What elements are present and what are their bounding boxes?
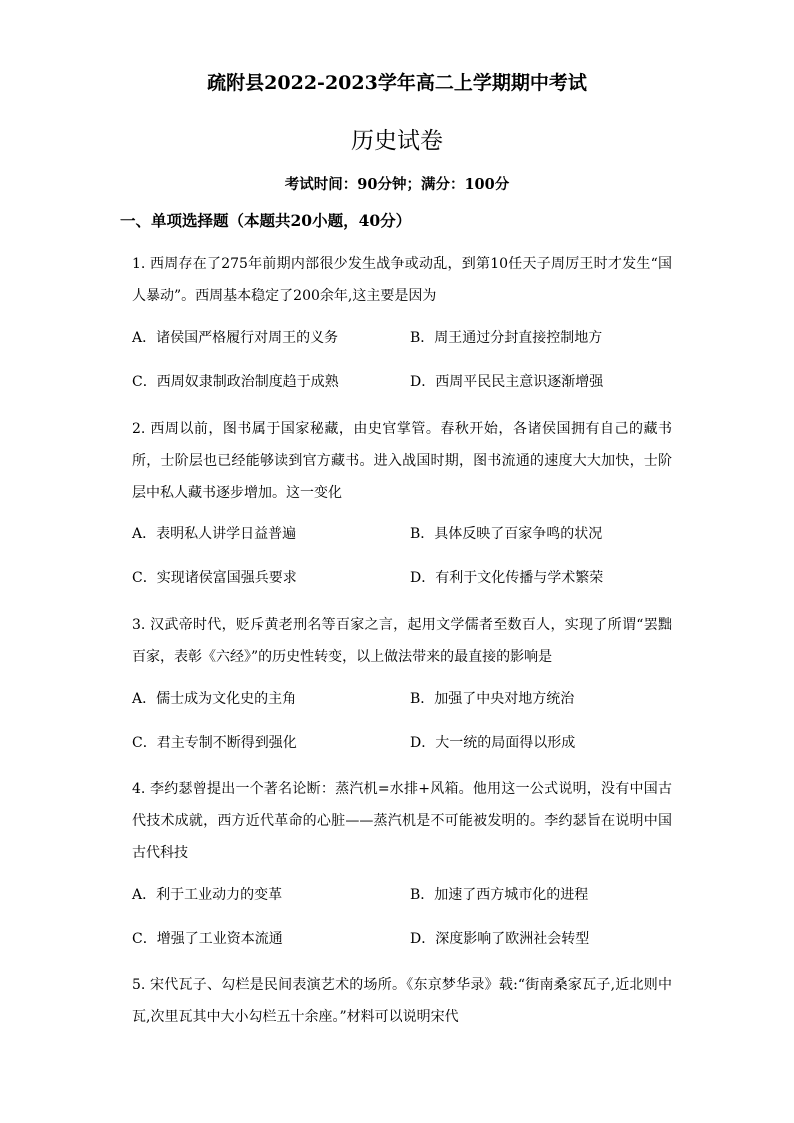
exam-info: 考试时间：90分钟；满分：100分 — [284, 176, 510, 193]
question-2-option-d[interactable]: D．有利于文化传播与学术繁荣 — [410, 570, 604, 586]
question-1-option-c[interactable]: C．西周奴隶制政治制度趋于成熟 — [132, 374, 339, 390]
question-4-option-b[interactable]: B．加速了西方城市化的进程 — [410, 887, 589, 903]
question-1-option-a[interactable]: A．诸侯国严格履行对周王的义务 — [132, 330, 339, 346]
question-4-option-a[interactable]: A．利于工业动力的变革 — [132, 887, 283, 903]
question-4-stem: 4. 李约瑟曾提出一个著名论断：蒸汽机=水排+风箱。他用这一公式说明，没有中国古代技术成就，西方近代革命的心脏——蒸汽机是不可能被发明的。李约瑟旨在说明中国古代科技 — [132, 781, 672, 861]
exam-title: 疏附县2022-2023学年高二上学期期中考试 — [207, 72, 587, 94]
question-2-option-c[interactable]: C．实现诸侯富国强兵要求 — [132, 570, 297, 586]
question-4-option-d[interactable]: D．深度影响了欧洲社会转型 — [410, 931, 590, 947]
question-2-option-b[interactable]: B．具体反映了百家争鸣的状况 — [410, 526, 603, 542]
question-5-stem: 5. 宋代瓦子、勾栏是民间表演艺术的场所。《东京梦华录》载:“街南桑家瓦子,近北则中瓦,次里瓦其中大小勾栏五十余座。”材料可以说明宋代 — [132, 977, 672, 1025]
question-4-option-c[interactable]: C．增强了工业资本流通 — [132, 931, 283, 947]
section-heading: 一、单项选择题（本题共20小题，40分） — [120, 211, 412, 230]
question-1-option-d[interactable]: D．西周平民民主意识逐渐增强 — [410, 374, 604, 390]
question-2-stem: 2. 西周以前，图书属于国家秘藏，由史官掌管。春秋开始，各诸侯国拥有自己的藏书所，士阶层也已经能够读到官方藏书。进入战国时期，图书流通的速度大大加快，士阶层中私人藏书逐步增加。这一变化 — [132, 421, 672, 501]
subject-title: 历史试卷 — [351, 128, 443, 154]
question-3-option-c[interactable]: C．君主专制不断得到强化 — [132, 735, 297, 751]
question-3-option-d[interactable]: D．大一统的局面得以形成 — [410, 735, 576, 751]
question-3-option-a[interactable]: A．儒士成为文化史的主角 — [132, 691, 297, 707]
question-2-option-a[interactable]: A．表明私人讲学日益普遍 — [132, 526, 297, 542]
question-1-option-b[interactable]: B．周王通过分封直接控制地方 — [410, 330, 603, 346]
question-3-option-b[interactable]: B．加强了中央对地方统治 — [410, 691, 575, 707]
question-3-stem: 3. 汉武帝时代，贬斥黄老刑名等百家之言，起用文学儒者至数百人，实现了所谓“罢黜百家，表彰《六经》”的历史性转变，以上做法带来的最直接的影响是 — [132, 617, 672, 665]
question-1-stem: 1. 西周存在了275年前期内部很少发生战争或动乱，到第10任天子周厉王时才发生“国人暴动”。西周基本稳定了200余年,这主要是因为 — [132, 256, 672, 304]
